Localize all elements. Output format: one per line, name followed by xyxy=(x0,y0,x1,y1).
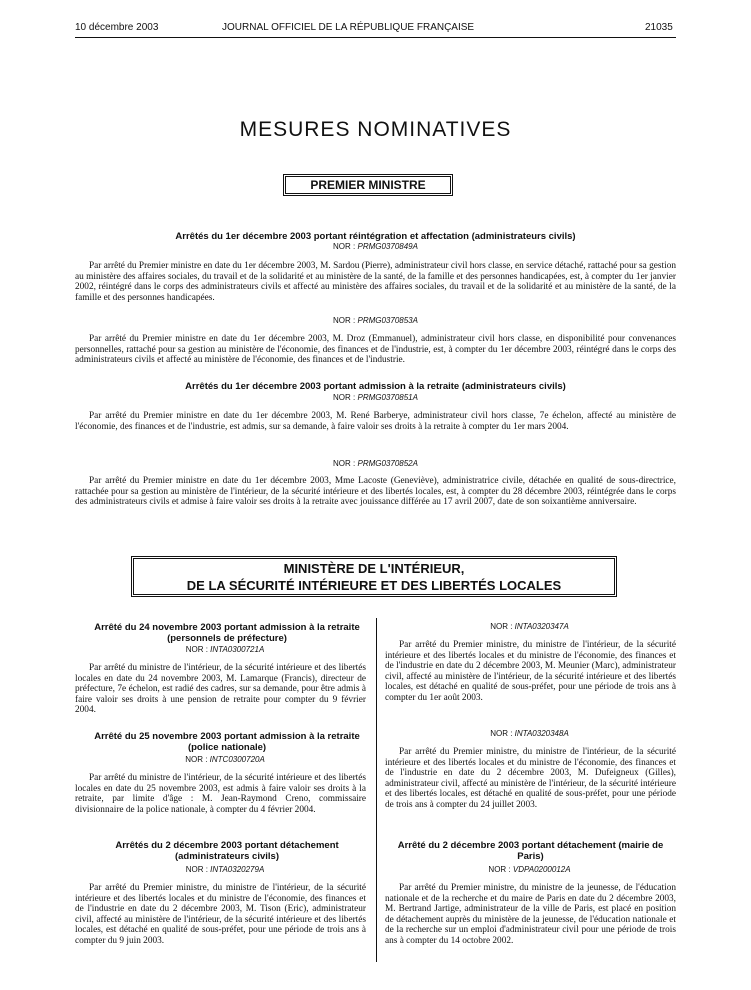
column-divider xyxy=(376,618,377,962)
nor-reference: NOR : INTA0320348A xyxy=(490,729,569,738)
header-rule xyxy=(75,37,676,38)
nor-reference: NOR : VDPA0200012A xyxy=(488,865,571,874)
nor-reference: NOR : INTA0320347A xyxy=(490,622,569,631)
section-title-line: MINISTÈRE DE L'INTÉRIEUR, xyxy=(283,561,465,576)
nor-reference: NOR : INTA0320279A xyxy=(185,865,265,874)
section-title-line: DE LA SÉCURITÉ INTÉRIEURE ET DES LIBERTÉS LOCALES xyxy=(186,578,562,593)
decree-paragraph: Par arrêté du Premier ministre en date du 1er décembre 2003, M. Droz (Emmanuel), administrateur civil hors classe, en disponibilité pour convenances personnelles, rattaché pour sa gestion au ministère de l'économie, des finances et de l'industrie, est, à compter du 1er décembre 2003, réintégré dans le corps des administrateurs civils et affecté au ministère de l'économie, des finances et de l'industrie. xyxy=(75,334,676,366)
decree-heading: Arrêtés du 1er décembre 2003 portant admission à la retraite (administrateurs civils) xyxy=(185,381,566,392)
decree-heading: Arrêté du 24 novembre 2003 portant admission à la retraite (personnels de préfecture) xyxy=(94,622,360,644)
nor-reference: NOR : PRMG0370851A xyxy=(333,393,418,402)
decree-paragraph: Par arrêté du Premier ministre, du ministre de l'intérieur, de la sécurité intérieure et des libertés locales et du ministre de l'économie, des finances et de l'industrie en date du 2 décembre 2003, M. Dufeigneux (Gilles), administrateur civil, affecté au ministère de l'intérieur, de la sécurité intérieure et des libertés locales, est détaché en qualité de sous-préfet, pour une période de trois ans à compter du 24 juillet 2003. xyxy=(385,747,676,810)
section-title: PREMIER MINISTRE xyxy=(310,178,426,192)
decree-paragraph: Par arrêté du ministre de l'intérieur, de la sécurité intérieure et des libertés locales en date du 24 novembre 2003, M. Lamarque (Francis), directeur de préfecture, 7e échelon, est radié des cadres, sur sa demande, pour être admis à faire valoir ses droits à une pension de retraite pour compter du 9 février 2004. xyxy=(75,663,366,716)
decree-heading: Arrêtés du 2 décembre 2003 portant détachement (administrateurs civils) xyxy=(115,840,339,862)
nor-reference: NOR : INTA0300721A xyxy=(185,645,265,654)
decree-heading: Arrêté du 2 décembre 2003 portant détachement (mairie de Paris) xyxy=(397,840,664,862)
decree-paragraph: Par arrêté du Premier ministre en date du 1er décembre 2003, M. Sardou (Pierre), administrateur civil hors classe, en service détaché, rattaché pour sa gestion au ministère des affaires sociales, du travail et de la solidarité et au ministère de la santé, de la famille et des personnes handicapées, est, à compter du 1er janvier 2002, réintégré dans le corps des administrateurs civils et affecté au ministère des affaires sociales, du travail et de la solidarité et au ministère de la santé, de la famille et des personnes handicapées. xyxy=(75,261,676,303)
nor-reference: NOR : PRMG0370849A xyxy=(333,242,418,251)
page-title: MESURES NOMINATIVES xyxy=(239,118,512,141)
decree-heading: Arrêtés du 1er décembre 2003 portant réintégration et affectation (administrateurs civils) xyxy=(175,231,576,242)
decree-paragraph: Par arrêté du Premier ministre en date du 1er décembre 2003, M. René Barberye, administrateur civil hors classe, 7e échelon, affecté au ministère de l'économie, des finances et de l'industrie, est admis, sur sa demande, à faire valoir ses droits à la retraite à compter du 1er mars 2004. xyxy=(75,411,676,432)
decree-paragraph: Par arrêté du Premier ministre, du ministre de la jeunesse, de l'éducation nationale et de la recherche et du maire de Paris en date du 2 décembre 2003, M. Bertrand Jartige, administrateur de la ville de Paris, est placé en position de détachement auprès du ministère de la jeunesse, de l'éducation nationale et de la recherche sur un emploi d'administrateur civil pour une période de trois ans à compter du 14 octobre 2002. xyxy=(385,883,676,946)
nor-reference: NOR : INTC0300720A xyxy=(185,755,265,764)
header-page-number: 21035 xyxy=(645,22,673,33)
decree-paragraph: Par arrêté du Premier ministre en date du 1er décembre 2003, Mme Lacoste (Geneviève), administratrice civile, détachée en qualité de sous-directrice, rattachée pour sa gestion au ministère de l'intérieur, de la sécurité intérieure et des libertés locales, est, à compter du 28 décembre 2003, réintégrée dans le corps des administrateurs civils et admise à faire valoir ses droits à la retraite avec jouissance différée au 17 avril 2007, date de son soixantième anniversaire. xyxy=(75,476,676,508)
nor-reference: NOR : PRMG0370852A xyxy=(333,459,418,468)
decree-paragraph: Par arrêté du ministre de l'intérieur, de la sécurité intérieure et des libertés locales en date du 25 novembre 2003, est admis à faire valoir ses droits à la retraite, par limite d'âge : M. Jean-Raymond Creno, commissaire divisionnaire de la police nationale, à compter du 4 février 2004. xyxy=(75,773,366,815)
section-box-premier-ministre xyxy=(283,174,453,196)
decree-paragraph: Par arrêté du Premier ministre, du ministre de l'intérieur, de la sécurité intérieure et des libertés locales et du ministre de l'économie, des finances et de l'industrie en date du 2 décembre 2003, M. Meunier (Marc), administrateur civil, affecté au ministère de l'intérieur, de la sécurité intérieure et des libertés locales, est détaché en qualité de sous-préfet, pour une période de trois ans à compter du 1er août 2003. xyxy=(385,640,676,703)
section-box-ministere-interieur xyxy=(131,556,617,597)
nor-reference: NOR : PRMG0370853A xyxy=(333,316,418,325)
decree-paragraph: Par arrêté du Premier ministre, du ministre de l'intérieur, de la sécurité intérieure et des libertés locales et du ministre de l'économie, des finances et de l'industrie en date du 2 décembre 2003, M. Tison (Eric), administrateur civil, affecté au ministère de l'intérieur, de la sécurité intérieure et des libertés locales, est détaché en qualité de sous-préfet, pour une période de trois ans à compter du 9 juin 2003. xyxy=(75,883,366,946)
decree-heading: Arrêté du 25 novembre 2003 portant admission à la retraite (police nationale) xyxy=(94,731,360,753)
header-journal: JOURNAL OFFICIEL DE LA RÉPUBLIQUE FRANÇAISE xyxy=(222,22,475,33)
header-date: 10 décembre 2003 xyxy=(75,22,159,33)
